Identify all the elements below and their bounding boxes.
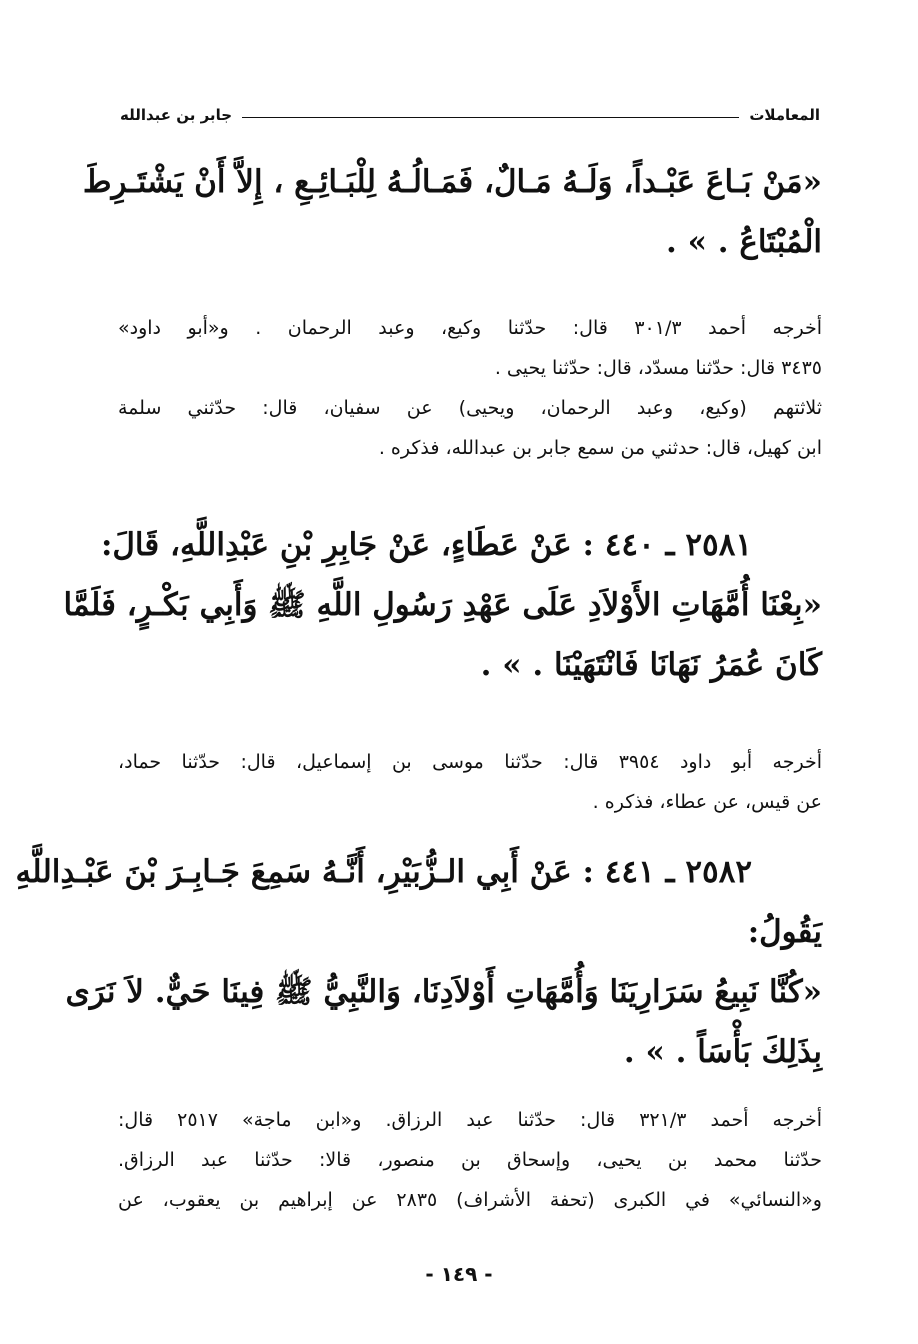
hadith-line: الْمُبْتَاعُ . » .: [666, 224, 822, 260]
note-line: ابن كهيل، قال: حدثني من سمع جابر بن عبدالله، فذكره .: [378, 437, 822, 459]
hadith-line: «كُنَّا نَبِيعُ سَرَارِيَنَا وَأُمَّهَاتِ أَوْلاَدِنَا، وَالنَّبِيُّ ﷺ فِينَا حَيٌّ. لاَ نَرَى: [65, 974, 822, 1010]
takhrij-note-1: [118, 308, 822, 468]
hadith-line: «مَنْ بَـاعَ عَبْـداً، وَلَـهُ مَـالٌ، فَمَـالُـهُ لِلْبَـائِـعِ ، إِلاَّ أَنْ يَشْتَـرِطَ: [82, 164, 822, 200]
header-chapter-title: جابر بن عبدالله: [120, 106, 233, 124]
running-header: [120, 100, 820, 130]
hadith-line: بِذَلِكَ بَأْسَاً . » .: [623, 1034, 822, 1070]
takhrij-note-2: [118, 742, 822, 822]
hadith-text-continued: [82, 152, 822, 272]
note-line: أخرجه أحمد ٣٠١/٣ قال: حدّثنا وكيع، وعبد الرحمان . و«أبو داود»: [118, 317, 822, 339]
hadith-line: «بِعْنَا أُمَّهَاتِ الأَوْلاَدِ عَلَى عَهْدِ رَسُولِ اللَّهِ ﷺ وَأَبِي بَكْـرٍ، فَلَمَّا: [63, 587, 822, 623]
hadith-line: كَانَ عُمَرُ نَهَانَا فَانْتَهَيْنَا . » .: [480, 647, 822, 683]
header-rule: [242, 117, 739, 118]
note-line: أخرجه أبو داود ٣٩٥٤ قال: حدّثنا موسى بن إسماعيل، قال: حدّثنا حماد،: [118, 751, 822, 773]
page-number: - ١٤٩ -: [425, 1262, 493, 1286]
note-line: ثلاثتهم (وكيع، وعبد الرحمان، ويحيى) عن سفيان، قال: حدّثني سلمة: [118, 397, 822, 419]
header-section-title: المعاملات: [749, 106, 820, 124]
note-line: و«النسائي» في الكبرى (تحفة الأشراف) ٢٨٣٥ عن إبراهيم بن يعقوب، عن: [118, 1189, 822, 1211]
note-line: أخرجه أحمد ٣٢١/٣ قال: حدّثنا عبد الرزاق. و«ابن ماجة» ٢٥١٧ قال:: [118, 1109, 822, 1131]
hadith-heading: ٢٥٨٢ ـ ٤٤١ : عَنْ أَبِي الـزُّبَيْرِ، أَنَّـهُ سَمِعَ جَـابِـرَ بْنَ عَبْـدِاللَّهِ: [15, 854, 752, 890]
note-line: ٣٤٣٥ قال: حدّثنا مسدّد، قال: حدّثنا يحيى .: [494, 357, 822, 379]
note-line: حدّثنا محمد بن يحيى، وإسحاق بن منصور، قالا: حدّثنا عبد الرزاق.: [118, 1149, 822, 1171]
hadith-2582: [15, 842, 822, 1082]
hadith-2581: [63, 515, 822, 695]
note-line: عن قيس، عن عطاء، فذكره .: [592, 791, 822, 813]
takhrij-note-3: [118, 1100, 822, 1220]
hadith-heading-continued: يَقُولُ:: [747, 914, 822, 950]
hadith-heading: ٢٥٨١ ـ ٤٤٠ : عَنْ عَطَاءٍ، عَنْ جَابِرِ بْنِ عَبْدِاللَّهِ، قَالَ:: [100, 527, 752, 563]
